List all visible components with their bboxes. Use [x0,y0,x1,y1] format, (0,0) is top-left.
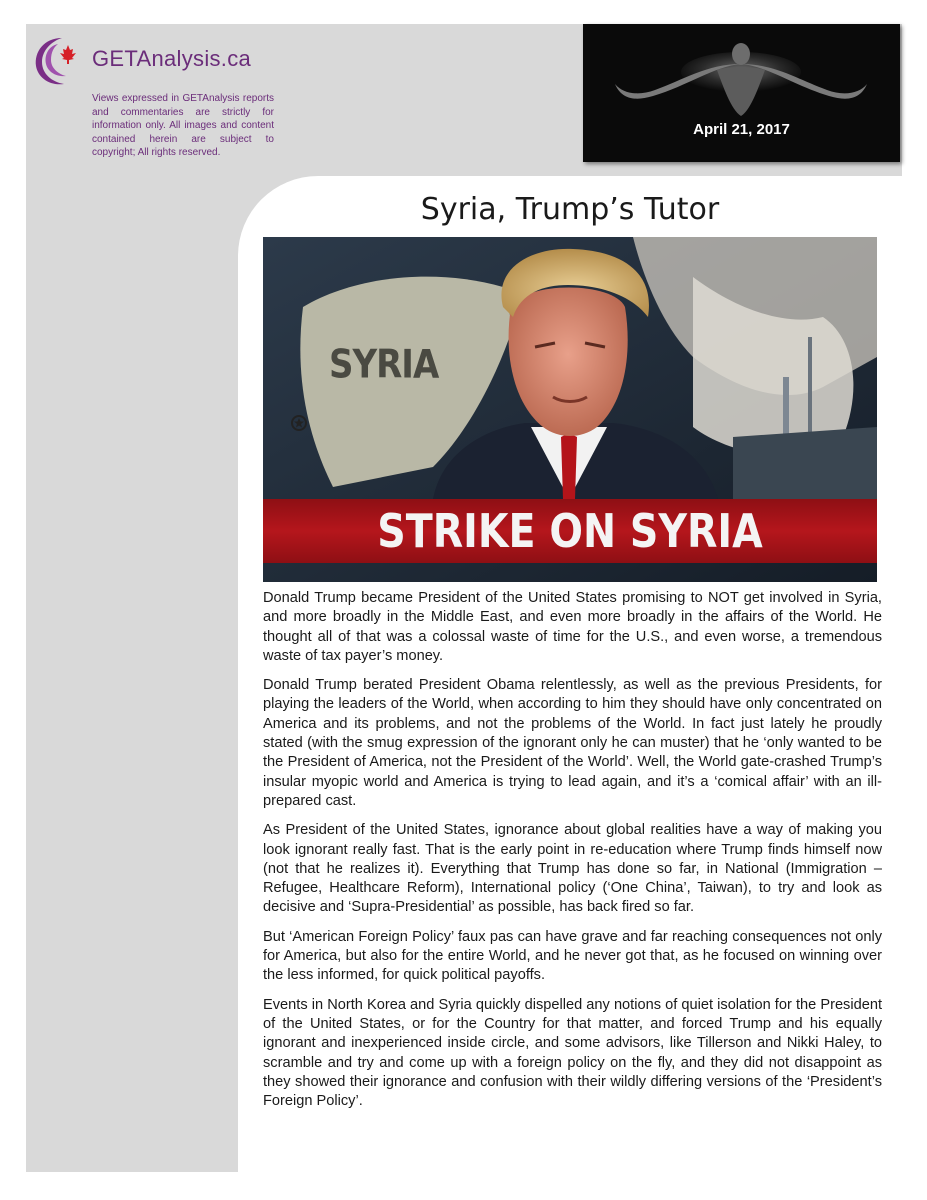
paragraph: But ‘American Foreign Policy’ faux pas can have grave and far reaching consequences not only for America, but also for the entire World, and he never got that, as he focused on winning over the less informed, for quick political payoffs. [263,928,882,984]
paragraph: Events in North Korea and Syria quickly dispelled any notions of quiet isolation for the President of the United States, or for the Country for that matter, and forced Trump and his equally ignorant and inexperienced inside circle, and some advisors, like Tillerson and Nikki Haley, to scramble and try and come up with a foreign policy on the fly, and they did not disappoint as they showed their ignorance and confusion with their wildly differing versions of the ‘President’s Foreign Policy’. [263,996,882,1110]
hero-banner-text: STRIKE ON SYRIA [377,504,763,558]
article-body [263,589,882,1121]
paragraph: As President of the United States, ignorance about global realities have a way of making you look ignorant really fast. That is the early point in re-education where Trump finds himself now (not that he realizes it). Everything that Trump has done so far, in National (Immigration – Refugee, Healthcare Reform), International policy (‘One China’, Taiwan), to try and look as decisive and ‘Supra-Presidential’ as possible, has back fired so far. [263,822,882,916]
brand-name[interactable]: GETAnalysis.ca [92,46,252,71]
maple-leaf-logo-icon [32,32,92,88]
hero-map-label: SYRIA [329,342,439,388]
date-banner [583,24,900,162]
article-title: Syria, Trump’s Tutor [420,192,720,227]
paragraph: Donald Trump berated President Obama relentlessly, as well as the previous Presidents, for playing the leaders of the World, when according to him they should have only concentrated on America and its problems, and not the problems of the World. In fact just lately he proudly stated (with the smug expression of the ignorant only he can muster) that he ‘only wanted to be the President of America, not the President of the World’. Well, the World gate-crashed Trump’s insular myopic world and America is trying to lead again, and it’s a ‘comical affair’ with an ill-prepared cast. [263,677,882,809]
report-date: April 21, 2017 [693,121,790,138]
muscle-figure-image [583,24,900,162]
hero-image [263,237,877,582]
disclaimer-text: Views expressed in GETAnalysis reports and commentaries are strictly for information only. All images and content contained herein are subject to copyright; All rights reserved. [92,93,274,159]
paragraph: Donald Trump became President of the United States promising to NOT get involved in Syria, and more broadly in the Middle East, and even more broadly in the affairs of the World. He thought all of that was a colossal waste of time for the U.S., and even worse, a tremendous waste of tax payer’s money. [263,590,882,664]
